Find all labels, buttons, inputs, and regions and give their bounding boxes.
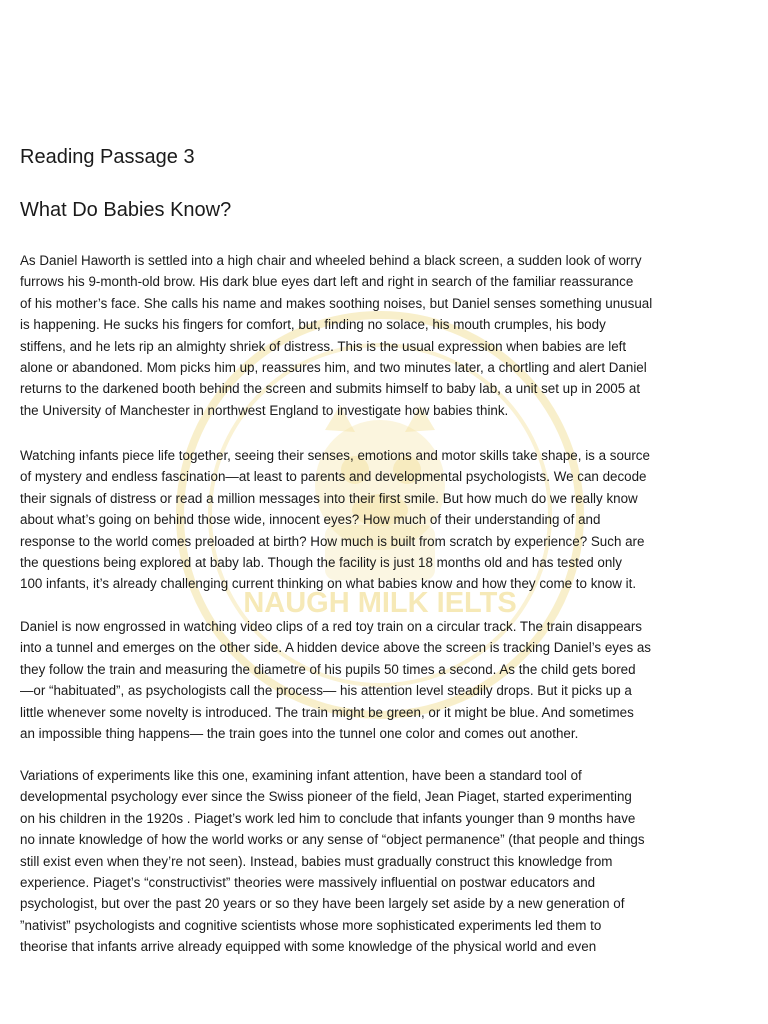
paragraph-3 xyxy=(20,616,710,744)
paragraph-line: of mystery and endless fascination—at least to parents and developmental psychologists. We can decode xyxy=(20,469,647,485)
paragraph-line: into a tunnel and emerges on the other side. A hidden device above the screen is tracking Daniel’s eyes as xyxy=(20,640,651,656)
paragraph-line: Watching infants piece life together, seeing their senses, emotions and motor skills take shape, is a source xyxy=(20,448,650,463)
paragraph-line: is happening. He sucks his fingers for comfort, but, finding no solace, his mouth crumples, his body xyxy=(20,317,606,333)
paragraph-line: little whenever some novelty is introduced. The train might be green, or it might be blue. And sometimes xyxy=(20,704,634,720)
paragraph-line: Daniel is now engrossed in watching video clips of a red toy train on a circular track. The train disappears xyxy=(20,619,642,634)
paragraph-line: still exist even when they’re not seen). Instead, babies must gradually construct this knowledge from xyxy=(20,853,613,869)
paragraph-line: developmental psychology ever since the Swiss pioneer of the field, Jean Piaget, started experimenting xyxy=(20,789,632,805)
paragraph-line: about what’s going on behind those wide, innocent eyes? How much of their understanding of and xyxy=(20,512,601,528)
paragraph-1 xyxy=(20,250,710,421)
paragraph-line: returns to the darkened booth behind the screen and submits himself to baby lab, a unit set up in 2005 at xyxy=(20,381,641,397)
paragraph-line: experience. Piaget’s “constructivist” theories were massively influential on postwar educators and xyxy=(20,875,596,891)
paragraph-line: 100 infants, it’s already challenging current thinking on what babies know and how they come to know it. xyxy=(20,576,637,592)
paragraph-4 xyxy=(20,765,710,958)
paragraph-line: response to the world comes preloaded at birth? How much is built from scratch by experience? Such are xyxy=(20,533,645,549)
passage-label: Reading Passage 3 xyxy=(20,146,195,168)
paragraph-line: an impossible thing happens— the train goes into the tunnel one color and comes out another. xyxy=(20,726,579,742)
paragraph-line: As Daniel Haworth is settled into a high chair and wheeled behind a black screen, a sudden look of worry xyxy=(20,253,642,268)
paragraph-line: stiffens, and he lets rip an almighty shriek of distress. This is the usual expression when babies are left xyxy=(20,338,627,354)
paragraph-line: ”nativist” psychologists and cognitive scientists whose more sophisticated experiments led them to xyxy=(20,917,602,933)
paragraph-line: the University of Manchester in northwest England to investigate how babies think. xyxy=(20,402,509,418)
paragraph-line: theorise that infants arrive already equipped with some knowledge of the physical world and even xyxy=(20,939,597,955)
paragraph-line: Variations of experiments like this one, examining infant attention, have been a standard tool of xyxy=(20,768,582,783)
paragraph-line: the questions being explored at baby lab. Though the facility is just 18 months old and has tested only xyxy=(20,555,622,571)
paragraph-line: furrows his 9-month-old brow. His dark blue eyes dart left and right in search of the familiar reassurance xyxy=(20,274,634,290)
watermark-text: NAUGH MILK IELTS xyxy=(243,587,517,619)
paragraph-line: their signals of distress or read a million messages into their first smile. But how much do we really know xyxy=(20,490,638,506)
paragraph-2 xyxy=(20,445,710,595)
paragraph-line: alone or abandoned. Mom picks him up, reassures him, and two minutes later, a chortling and alert Daniel xyxy=(20,360,647,376)
paragraph-line: of his mother’s face. She calls his name and makes soothing noises, but Daniel senses something unusual xyxy=(20,295,653,311)
paragraph-line: —or “habituated”, as psychologists call the process— his attention level steadily drops. But it picks up a xyxy=(20,683,632,699)
paragraph-line: on his children in the 1920s . Piaget’s work led him to conclude that infants younger than 9 months have xyxy=(20,810,636,826)
paragraph-line: psychologist, but over the past 20 years or so they have been largely set aside by a new generation of xyxy=(20,896,625,912)
passage-title: What Do Babies Know? xyxy=(20,199,232,221)
paragraph-line: they follow the train and measuring the diametre of his pupils 50 times a second. As the child gets bored xyxy=(20,661,636,677)
paragraph-line: no innate knowledge of how the world works or any sense of “object permanence” (that people and things xyxy=(20,832,645,848)
